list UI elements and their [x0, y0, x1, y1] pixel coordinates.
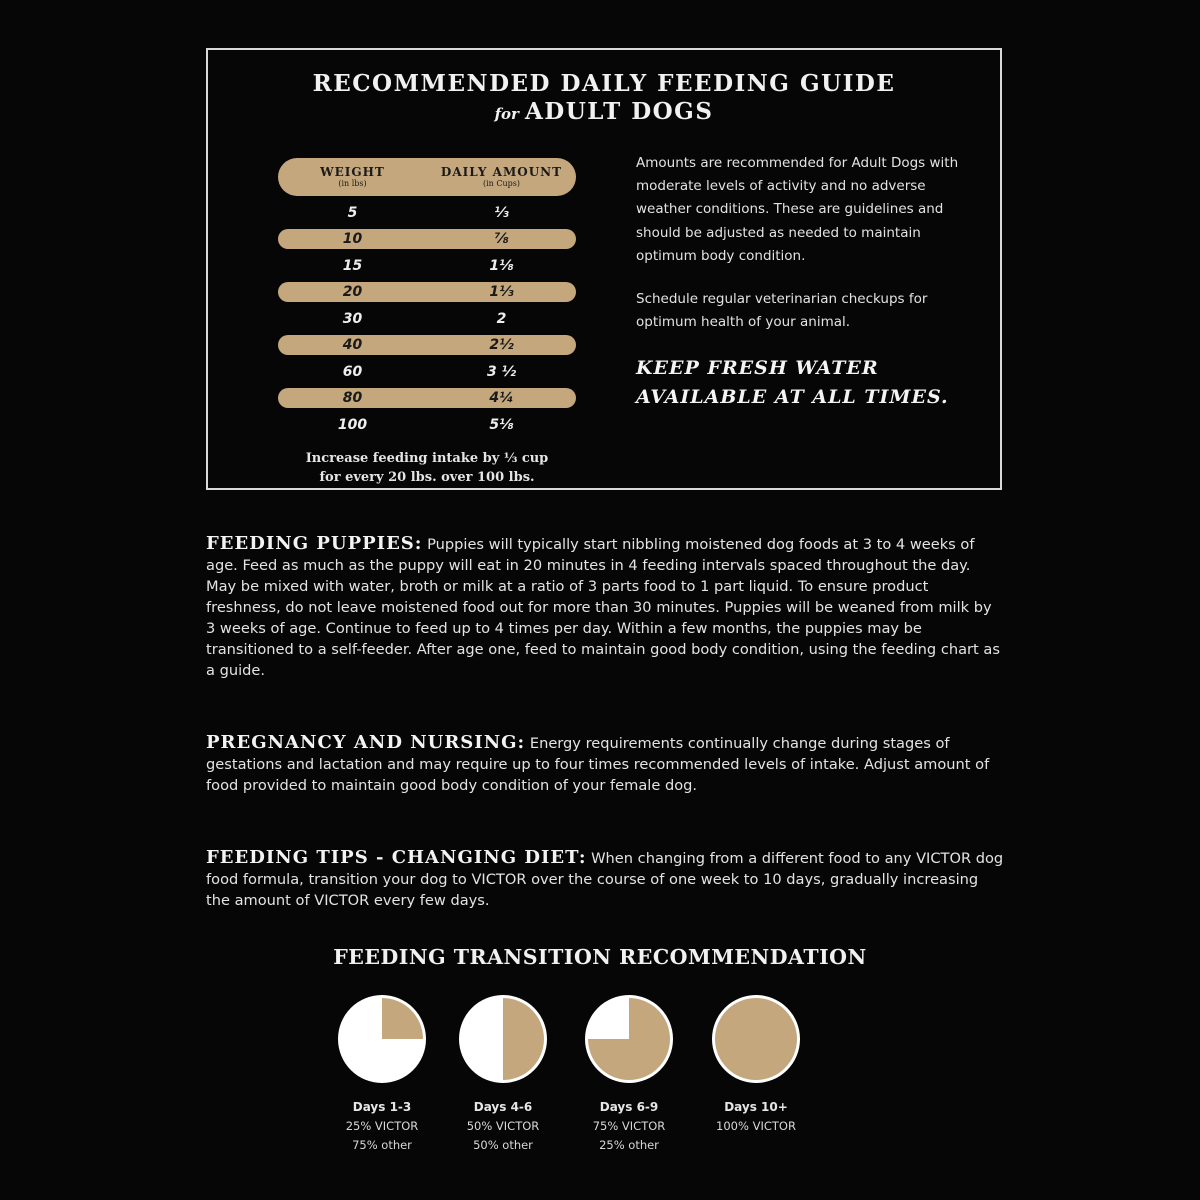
- feeding-tips-body: When changing from a different food to any VICTOR dog food formula, transition your dog to VICTOR over the course of one week to 10 days, gradually increasing the amount of VICTOR every few days.: [206, 850, 1004, 909]
- guide-subtitle-main: ADULT DOGS: [524, 98, 714, 125]
- stage-victor: 75% VICTOR: [592, 1119, 666, 1133]
- table-row: [278, 256, 576, 276]
- amount-header-unit: (in Cups): [483, 179, 520, 188]
- table-row: [278, 282, 576, 302]
- amount-cell: 1⅛: [489, 257, 514, 274]
- table-note: [278, 449, 576, 487]
- transition-stage: [569, 994, 689, 1155]
- pie-slice-victor: [503, 998, 544, 1080]
- table-note-line1: Increase feeding intake by ⅓ cup: [305, 450, 549, 466]
- weight-header: [278, 166, 427, 188]
- water-reminder: [636, 354, 976, 412]
- weight-cell: 5: [347, 204, 358, 221]
- feeding-table: [278, 158, 576, 487]
- stage-victor: 25% VICTOR: [345, 1119, 419, 1133]
- water-reminder-line2: AVAILABLE AT ALL TIMES.: [636, 386, 949, 409]
- amount-cell: 2½: [489, 337, 514, 353]
- pie-icon: [711, 994, 801, 1084]
- table-row: [278, 309, 576, 329]
- amount-cell: 4¼: [489, 390, 514, 406]
- transition-title: FEEDING TRANSITION RECOMMENDATION: [333, 945, 867, 969]
- transition-stage: [443, 994, 563, 1155]
- pregnancy-body: Energy requirements continually change during stages of gestations and lactation and may require up to four times recommended levels of intake. Adjust amount of food provided to maintain good body condition of your female dog.: [206, 735, 990, 794]
- water-reminder-line1: KEEP FRESH WATER: [636, 357, 879, 380]
- pie-slice-victor: [715, 998, 797, 1080]
- stage-days: Days 1-3: [352, 1100, 412, 1114]
- stage-days: Days 6-9: [599, 1100, 659, 1114]
- feeding-puppies-body: Puppies will typically start nibbling moistened dog foods at 3 to 4 weeks of age. Feed as much as the puppy will eat in 20 minutes in 4 feeding intervals spaced throughout the day. May be mixed with water, broth or milk at a ratio of 3 parts food to 1 part liquid. To ensure product freshness, do not leave moistened food out for more than 30 minutes. Puppies will be weaned from milk by 3 weeks of age. Continue to feed up to 4 times per day. Within a few months, the puppies may be transitioned to a self-feeder. After age one, feed to maintain good body condition, using the feeding chart as a guide.: [206, 536, 1000, 679]
- table-row: [278, 229, 576, 249]
- weight-cell: 100: [337, 416, 368, 433]
- table-row: [278, 388, 576, 408]
- amount-cell: 5⅛: [489, 416, 514, 433]
- stage-days: Days 4-6: [473, 1100, 533, 1114]
- feeding-tips-heading: FEEDING TIPS - CHANGING DIET:: [206, 847, 587, 868]
- table-row: [278, 203, 576, 223]
- pie-icon: [337, 994, 427, 1084]
- weight-cell: 20: [342, 284, 363, 300]
- amount-cell: ⅞: [494, 231, 509, 247]
- pie-slice-victor: [382, 998, 423, 1039]
- amount-header: [427, 166, 576, 188]
- amount-cell: ⅓: [494, 204, 509, 221]
- feeding-guide-box: [206, 48, 1002, 490]
- guide-note-amounts: Amounts are recommended for Adult Dogs with moderate levels of activity and no adverse weather conditions. These are guidelines and should be adjusted as needed to maintain optimum body condition.: [636, 155, 959, 264]
- weight-cell: 80: [342, 390, 363, 406]
- guide-note-vet: Schedule regular veterinarian checkups for optimum health of your animal.: [636, 291, 928, 331]
- feeding-puppies-section: [206, 533, 1004, 681]
- guide-title: RECOMMENDED DAILY FEEDING GUIDE: [312, 70, 896, 97]
- stage-other: 50% other: [473, 1138, 533, 1152]
- table-row: [278, 415, 576, 435]
- amount-header-label: DAILY AMOUNT: [440, 165, 563, 179]
- stage-victor: 50% VICTOR: [466, 1119, 540, 1133]
- pregnancy-section: [206, 732, 1004, 796]
- weight-cell: 60: [342, 363, 363, 380]
- weight-header-label: WEIGHT: [320, 165, 385, 179]
- feeding-tips-section: [206, 847, 1004, 911]
- stage-victor: 100% VICTOR: [716, 1119, 796, 1133]
- amount-cell: 3 ½: [486, 363, 517, 380]
- feeding-table-header: [278, 158, 576, 196]
- weight-cell: 30: [342, 310, 363, 327]
- table-row: [278, 362, 576, 382]
- transition-stage: [696, 994, 816, 1136]
- transition-stage: [322, 994, 442, 1155]
- stage-days: Days 10+: [724, 1100, 788, 1114]
- pie-icon: [584, 994, 674, 1084]
- stage-other: 75% other: [352, 1138, 412, 1152]
- guide-notes: [636, 152, 976, 412]
- weight-cell: 10: [342, 231, 363, 247]
- pie-icon: [458, 994, 548, 1084]
- amount-cell: 2: [496, 310, 507, 327]
- pregnancy-heading: PREGNANCY AND NURSING:: [206, 732, 526, 753]
- guide-subtitle-prefix: for: [494, 105, 519, 123]
- amount-cell: 1⅓: [489, 284, 514, 300]
- table-note-line2: for every 20 lbs. over 100 lbs.: [319, 469, 535, 485]
- feeding-puppies-heading: FEEDING PUPPIES:: [206, 533, 423, 554]
- table-row: [278, 335, 576, 355]
- weight-cell: 15: [342, 257, 363, 274]
- guide-subtitle: [208, 98, 1000, 128]
- stage-other: 25% other: [599, 1138, 659, 1152]
- weight-header-unit: (in lbs): [338, 179, 367, 188]
- weight-cell: 40: [342, 337, 363, 353]
